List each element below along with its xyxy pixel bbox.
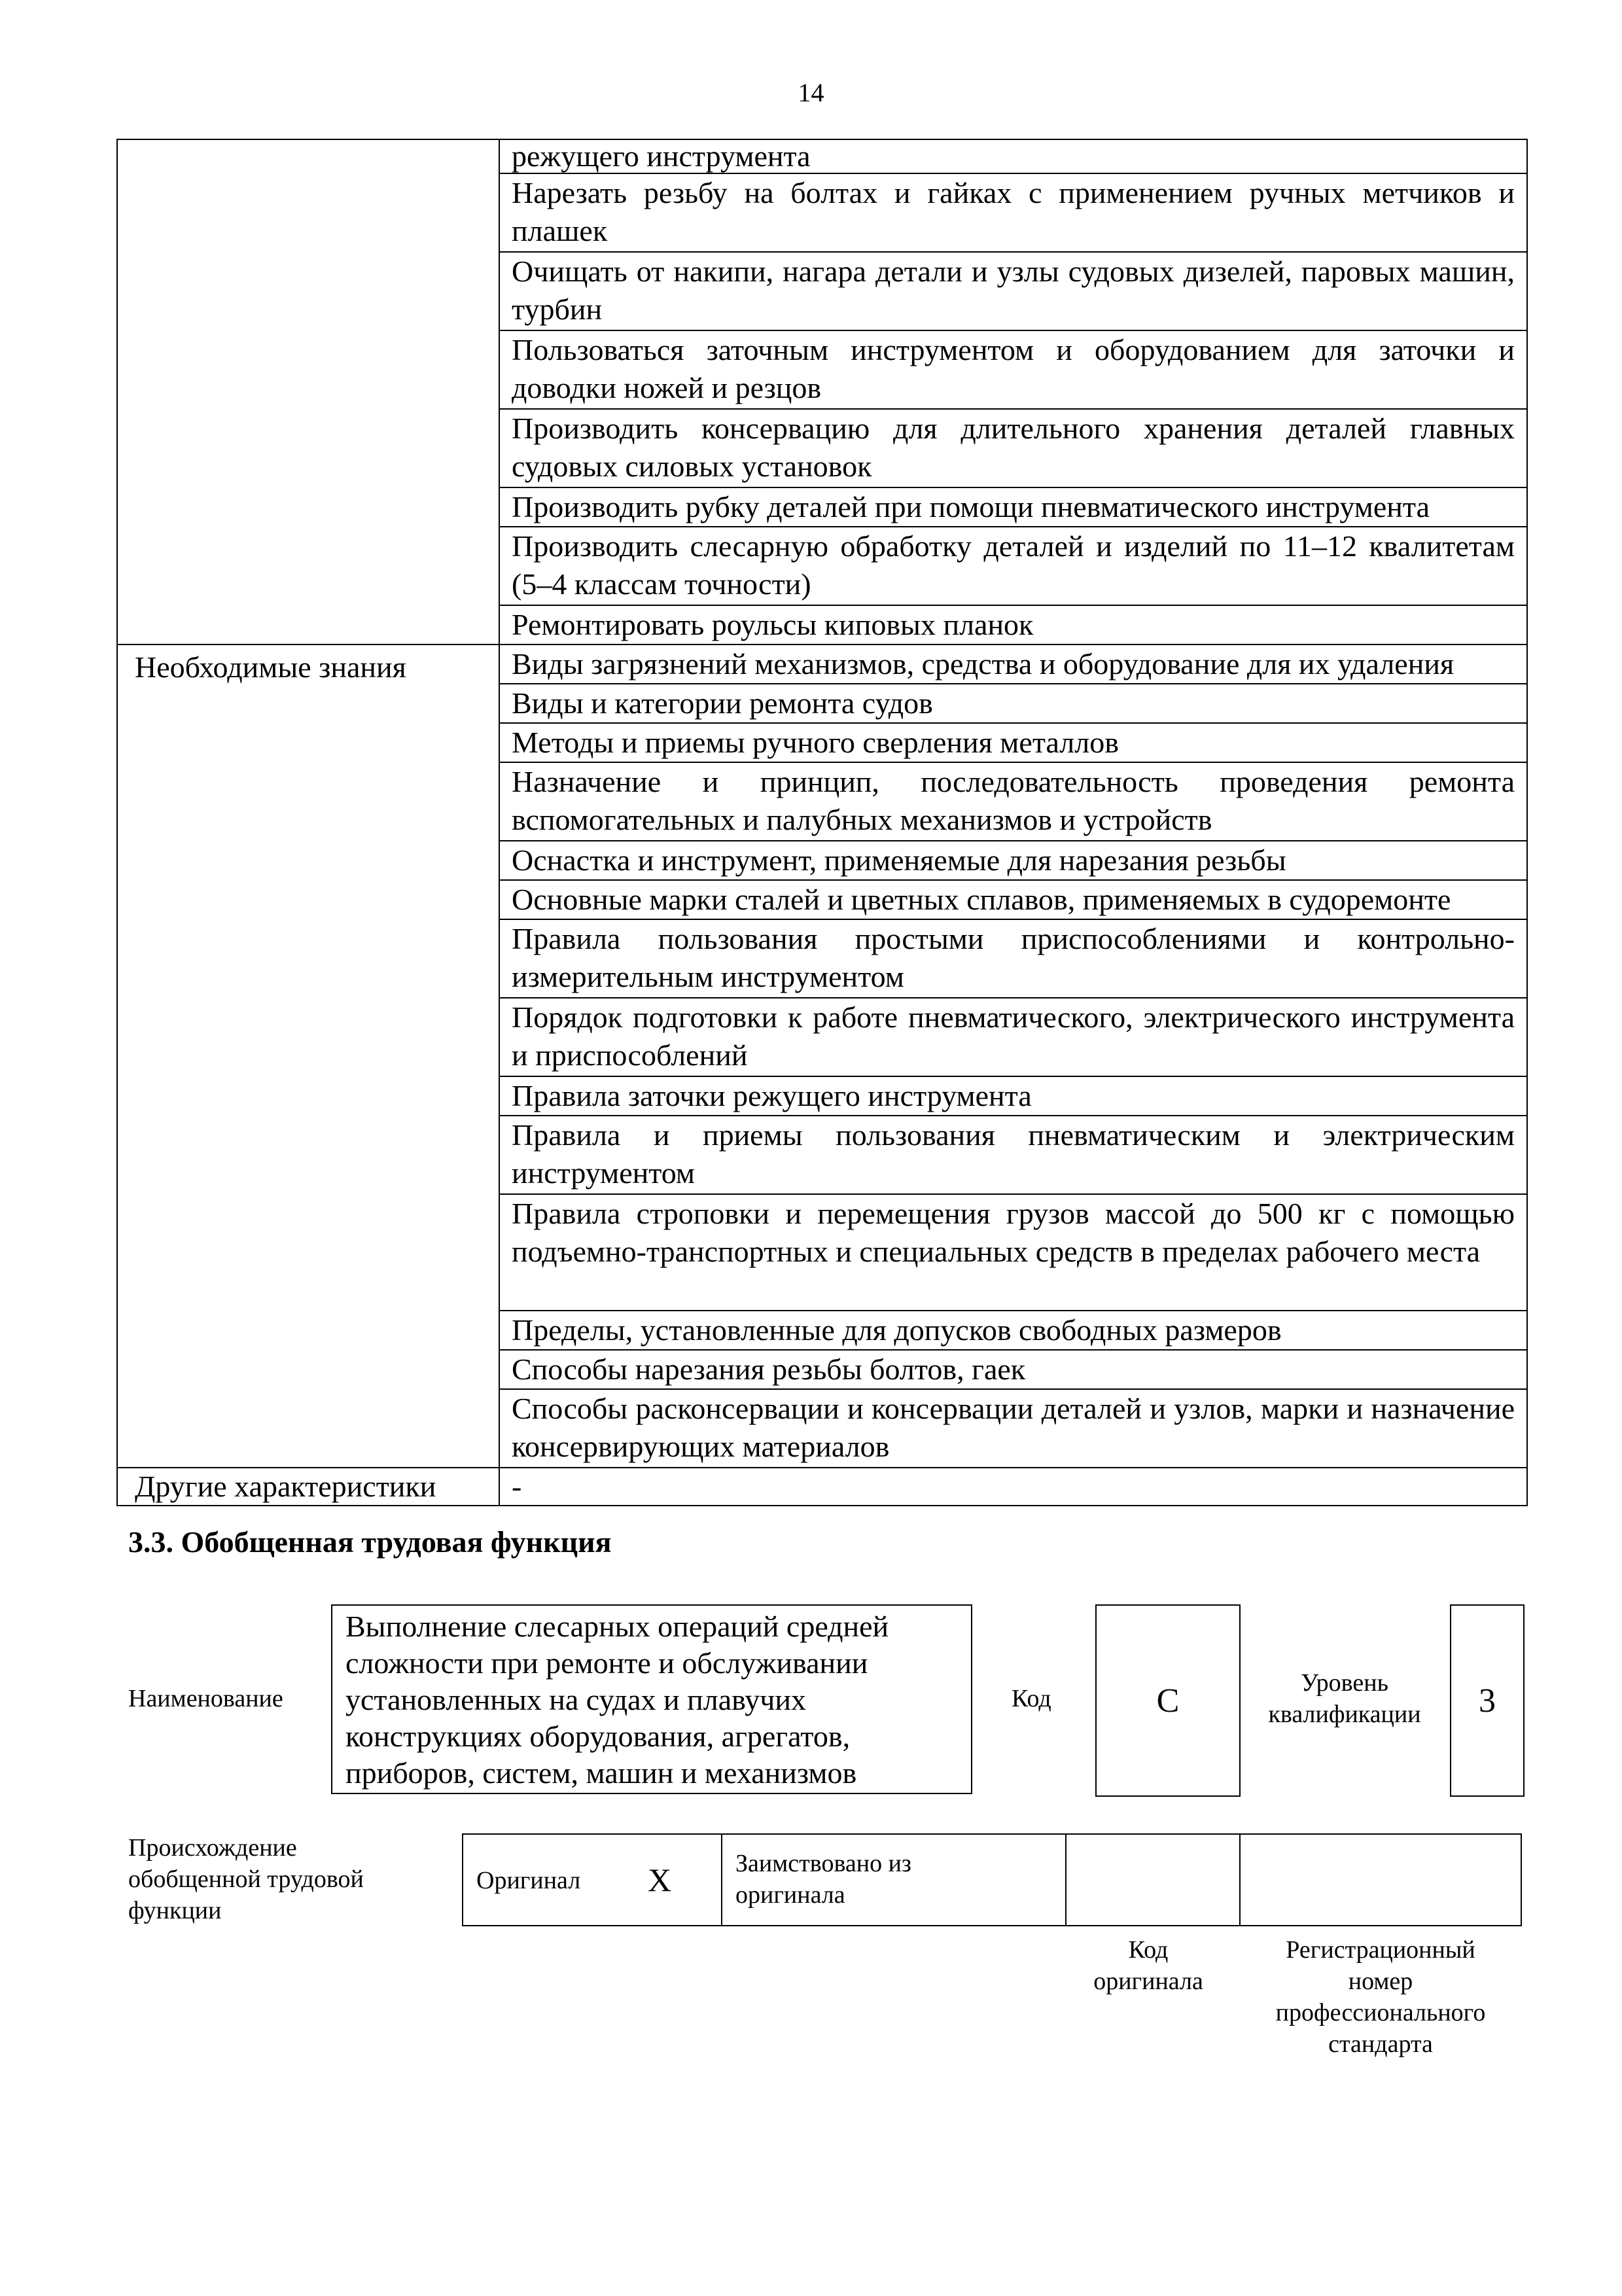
original-cell: [463, 1835, 722, 1925]
knowledge-item: Правила и приемы пользования пневматическим и электрическим инструментом: [500, 1116, 1526, 1195]
skill-item: Ремонтировать роульсы киповых планок: [512, 608, 1034, 641]
origin-table: [462, 1833, 1522, 1926]
skill-item: Пользоваться заточным инструментом и оборудованием для заточки и доводки ножей и резцов: [500, 331, 1526, 410]
knowledge-item: Правила пользования простыми приспособлениями и контрольно-измерительным инструментом: [500, 920, 1526, 998]
name-label: Наименование: [128, 1685, 283, 1712]
other-row: [117, 1468, 1527, 1506]
level-value-box: 3: [1450, 1604, 1525, 1797]
level-label: Уровень квалификации: [1268, 1669, 1421, 1728]
skills-label-cell: [117, 139, 499, 645]
original-mark: X: [648, 1862, 672, 1898]
borrowed-label: Заимствовано из оригинала: [735, 1850, 911, 1909]
function-name-box: Выполнение слесарных операций средней сложности при ремонте и обслуживании установленных на судах и плавучих конструкциях оборудования, агрегатов, приборов, систем, машин и механизмов: [331, 1604, 972, 1794]
reg-number-label: Регистрационный номер профессионального стандарта: [1275, 1936, 1486, 2058]
knowledge-item: Оснастка и инструмент, применяемые для нарезания резьбы: [500, 841, 1526, 881]
reg-number-cell: [1241, 1835, 1521, 1925]
other-value: -: [499, 1468, 1527, 1506]
skill-item: Производить консервацию для длительного хранения деталей главных судовых силовых установок: [500, 410, 1526, 488]
code-original-cell: [1067, 1835, 1241, 1925]
skill-item: режущего инструмента: [500, 140, 1526, 174]
knowledge-items-cell: [499, 645, 1527, 1468]
origin-label: Происхождение обобщенной трудовой функции: [128, 1834, 364, 1924]
knowledge-item: Порядок подготовки к работе пневматического, электрического инструмента и приспособлений: [500, 998, 1526, 1077]
knowledge-item: Основные марки сталей и цветных сплавов, применяемых в судоремонте: [500, 881, 1526, 920]
code-original-label: Код оригинала: [1093, 1936, 1203, 1995]
knowledge-item: Способы расконсервации и консервации деталей и узлов, марки и назначение консервирующих материалов: [512, 1392, 1515, 1463]
skills-continuation-row: [117, 139, 1527, 645]
knowledge-item: Назначение и принцип, последовательность проведения ремонта вспомогательных и палубных механизмов и устройств: [500, 763, 1526, 841]
skill-item: Нарезать резьбу на болтах и гайках с применением ручных метчиков и плашек: [500, 174, 1526, 253]
knowledge-item: Виды загрязнений механизмов, средства и оборудование для их удаления: [500, 645, 1526, 684]
knowledge-item: Правила строповки и перемещения грузов массой до 500 кг с помощью подъемно-транспортных и специальных средств в пределах рабочего места: [500, 1195, 1526, 1311]
page-number: 14: [798, 78, 824, 107]
skills-knowledge-table: [116, 139, 1528, 1506]
skill-item: Производить слесарную обработку деталей и изделий по 11–12 квалитетам (5–4 классам точности): [500, 527, 1526, 606]
knowledge-row: [117, 645, 1527, 1468]
other-label: Другие характеристики: [117, 1468, 499, 1506]
skills-items-cell: [499, 139, 1527, 645]
knowledge-item: Виды и категории ремонта судов: [500, 684, 1526, 724]
borrowed-cell: [722, 1835, 1067, 1925]
knowledge-label: Необходимые знания: [117, 645, 499, 1468]
knowledge-item: Правила заточки режущего инструмента: [500, 1077, 1526, 1116]
knowledge-item: Методы и приемы ручного сверления металлов: [500, 724, 1526, 763]
section-title: 3.3. Обобщенная трудовая функция: [128, 1525, 612, 1559]
original-label: Оригинал: [476, 1867, 581, 1894]
knowledge-item: Способы нарезания резьбы болтов, гаек: [500, 1351, 1526, 1390]
skill-item: Очищать от накипи, нагара детали и узлы судовых дизелей, паровых машин, турбин: [500, 253, 1526, 331]
skill-item: Производить рубку деталей при помощи пневматического инструмента: [500, 488, 1526, 527]
code-value-box: C: [1095, 1604, 1241, 1797]
knowledge-item: Пределы, установленные для допусков свободных размеров: [500, 1311, 1526, 1351]
code-label: Код: [1012, 1685, 1051, 1712]
